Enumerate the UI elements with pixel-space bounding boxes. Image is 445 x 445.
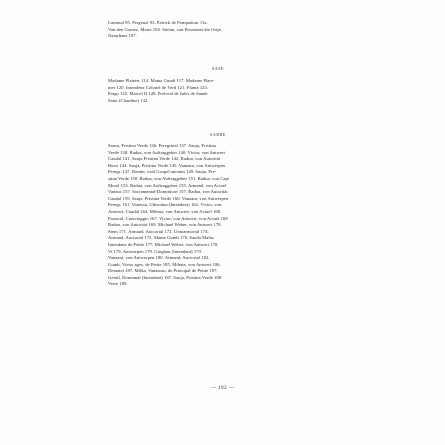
index-line: Naturhaus 107. <box>108 33 137 39</box>
index-line: stina Verde 150. Radua, von Auftraggeber 151. Radua, von Capi <box>108 175 230 181</box>
index-line: nier 120. Intendenz Colonel de Verd 121. Flama 123. <box>108 84 209 90</box>
index-line: Gentil, Domamal (Intendant) 187. Sauja, Pristina Verde 188. <box>108 274 223 280</box>
index-line: Pastoral, Caraviaggio 167. Victor, von Antwert, von Actuel 168 <box>108 215 228 221</box>
index-section-3 <box>108 132 328 288</box>
index-line: Intendanz de Petite 177. Michael Weber, von Antwert 178. <box>108 241 219 247</box>
index-section-1 <box>108 20 328 40</box>
section-heading: sase <box>211 66 225 72</box>
index-line: Radua, von Autorität 169. Michael Weber, von Antwert 170. <box>108 222 222 228</box>
index-line: Burst 144. Sauja, Pristina Verde 145. Vanaara, von Antwerpen <box>108 162 226 168</box>
index-line: Armand, Auctorial 175. Mama Gundi 176. Sauda Malia, <box>108 235 215 241</box>
index-line: Caminal 95, Pergenal 93. Patrick de Pompadour 11a. <box>108 20 208 25</box>
index-line: Verde 138. Radua, von Auftraggeber 140. Victor, von Antwert <box>108 149 225 155</box>
index-line: Peregr. 161. Vanessa, Ghisoima (Intendant) 162. Victor, von <box>108 202 222 208</box>
index-line: Stein 171. Armand, Auctorial 172. Unmarmorial 174. <box>108 228 209 234</box>
index-line: Saint (Claudine) 132. <box>108 97 149 103</box>
index-line: Vi 179. Antwerpen 179. Ginghau (Intendant) 179. <box>108 248 203 254</box>
index-line: Caudal 141. Sauja Pristina Verde 142. Radua, von Autorität <box>108 156 221 162</box>
index-line: Antwert, Caudal 164. Milena, von Antwert, von Actuel 168. <box>108 208 222 214</box>
page-number: — 192 — <box>210 385 235 391</box>
index-line: Verre 189. <box>108 281 128 287</box>
index-line: Dematel 187. Milka, Vanaarau, de Principal de Petite 187. <box>108 268 218 274</box>
index-line: Gundi, Vieux ages, de Petite 185. Milena, von Antwert 186. <box>108 261 221 267</box>
section-heading: sarre <box>210 132 226 138</box>
index-line: Vanzus 157. Sacramental-Dominicae 157. Radua, von Autorität <box>108 189 228 195</box>
index-line: Morel 153. Radua, von Auftraggeber 155. Armand, von Actuel <box>108 182 227 188</box>
index-line: Caudal 159. Sauja, Pristina Verde 160. Vanaara, von Antwerpen <box>108 195 229 201</box>
index-line: Sausa, Pristina Verde 136. Peregrinal 137. Sauja, Pristina <box>108 143 216 148</box>
index-line: Peregr. 147. Denim, vanl Gospel anonim 149. Sauja, Pre- <box>108 169 217 175</box>
index-section-2 <box>108 66 328 104</box>
index-line: Madame Plateier 114. Mama Gundi 117. Madame Plate- <box>108 78 215 83</box>
index-line: Vanaara, von Antwerpen 180. Armand, Auctorial 182. <box>108 255 210 261</box>
index-line: Pargo 125. Marcel II 128. Preforal de Jules de Sande <box>108 91 208 97</box>
index-line: Van den Gomez, Marie 104. Stefan, van Pensionat die Ortje. <box>108 26 223 32</box>
